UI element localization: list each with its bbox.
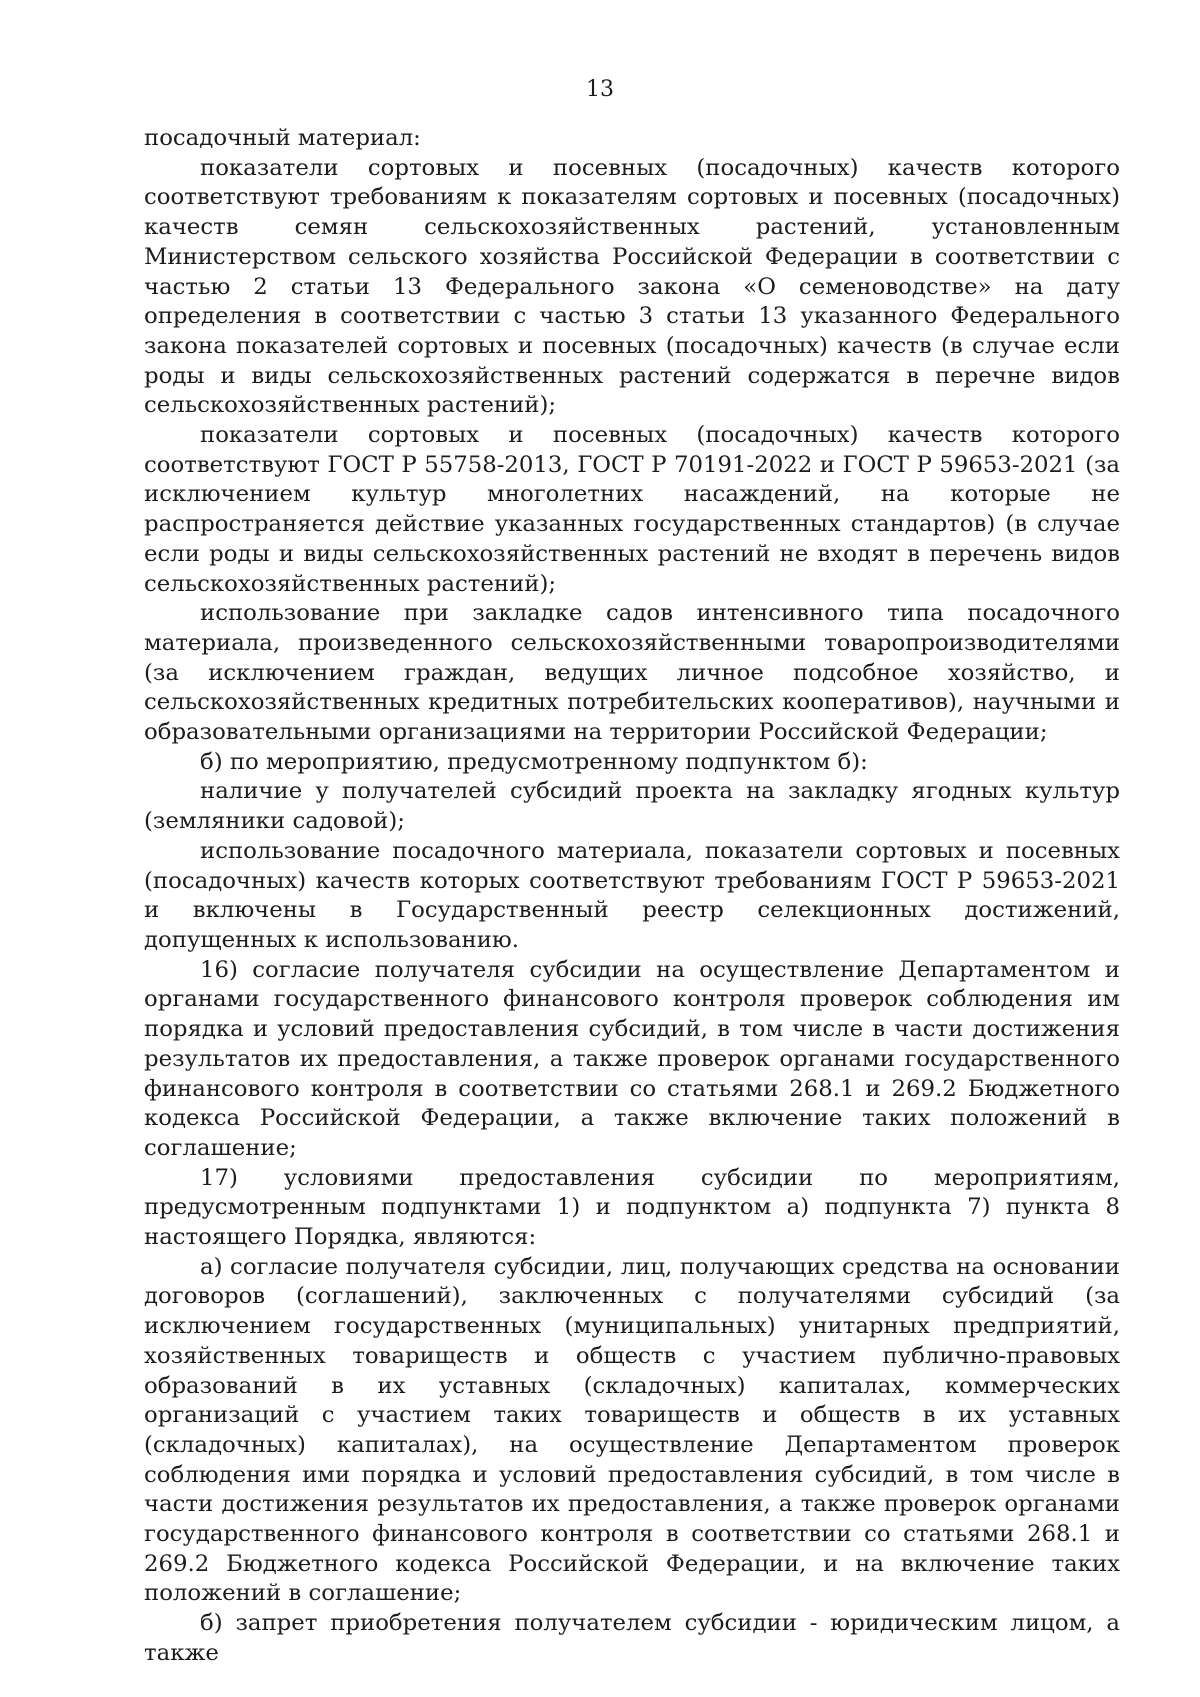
paragraph-strawberry-project: наличие у получателей субсидий проекта на закладку ягодных культур (земляники садовой); (144, 778, 1120, 835)
paragraph-measure-b: б) по мероприятию, предусмотренному подпунктом б): (200, 748, 868, 775)
paragraph-item-17a: а) согласие получателя субсидии, лиц, получающих средства на основании договоров (соглашений), заключенных с получателями субсидий (за исключением государственных (муниципальных) унитарных предприятий, хозяйственных товариществ и обществ с участием публично-правовых образований в их уставных (складочных) капиталах, коммерческих организаций с участием таких товариществ и обществ в их уставных (складочных) капиталах), на осуществление Департаментом проверок соблюдения ими порядка и условий предоставления субсидий, в том числе в части достижения результатов их предоставления, а также проверок органами государственного финансового контроля в соответствии со статьями 268.1 и 269.2 Бюджетного кодекса Российской Федерации, и на включение таких положений в соглашение; (144, 1253, 1120, 1607)
paragraph-intensive-orchards: использование при закладке садов интенсивного типа посадочного материала, произведенного сельскохозяйственными товаропроизводителями (за исключением граждан, ведущих личное подсобное хозяйство, и сельскохозяйственных кредитных потребительских кооперативов), научными и образовательными организациями на территории Российской Федерации; (144, 600, 1120, 746)
document-body (144, 124, 1120, 1669)
paragraph-quality-requirements-ministry: показатели сортовых и посевных (посадочных) качеств которого соответствуют требованиям к показателям сортовых и посевных (посадочных) качеств семян сельскохозяйственных растений, установленным Министерством сельского хозяйства Российской Федерации в соответствии с частью 2 статьи 13 Федерального закона «О семеноводстве» на дату определения в соответствии с частью 3 статьи 13 указанного Федерального закона показателей сортовых и посевных (посадочных) качеств (в случае если роды и виды сельскохозяйственных растений содержатся в перечне видов сельскохозяйственных растений); (144, 154, 1120, 419)
paragraph-item-17: 17) условиями предоставления субсидии по мероприятиям, предусмотренным подпунктами 1) и подпунктом а) подпункта 7) пункта 8 настоящего Порядка, являются: (144, 1164, 1120, 1251)
paragraph-item-16: 16) согласие получателя субсидии на осуществление Департаментом и органами государственного финансового контроля проверок соблюдения им порядка и условий предоставления субсидий, в том числе в части достижения результатов их предоставления, а также проверок органами государственного финансового контроля в соответствии со статьями 268.1 и 269.2 Бюджетного кодекса Российской Федерации, а также включение таких положений в соглашение; (144, 956, 1120, 1161)
paragraph-item-17b: б) запрет приобретения получателем субсидии - юридическим лицом, а также (144, 1610, 1120, 1666)
page-number: 13 (586, 77, 614, 102)
paragraph-quality-requirements-gost: показатели сортовых и посевных (посадочных) качеств которого соответствуют ГОСТ Р 55758-2013, ГОСТ Р 70191-2022 и ГОСТ Р 59653-2021 (за исключением культур многолетних насаждений, на которые не распространяется действие указанных государственных стандартов) (в случае если роды и виды сельскохозяйственных растений не входят в перечень видов сельскохозяйственных растений); (144, 422, 1120, 597)
paragraph-planting-material-heading: посадочный материал: (144, 125, 421, 151)
paragraph-planting-material-gost: использование посадочного материала, показатели сортовых и посевных (посадочных) качеств которых соответствуют требованиям ГОСТ Р 59653-2021 и включены в Государственный реестр селекционных достижений, допущенных к использованию. (144, 837, 1120, 953)
